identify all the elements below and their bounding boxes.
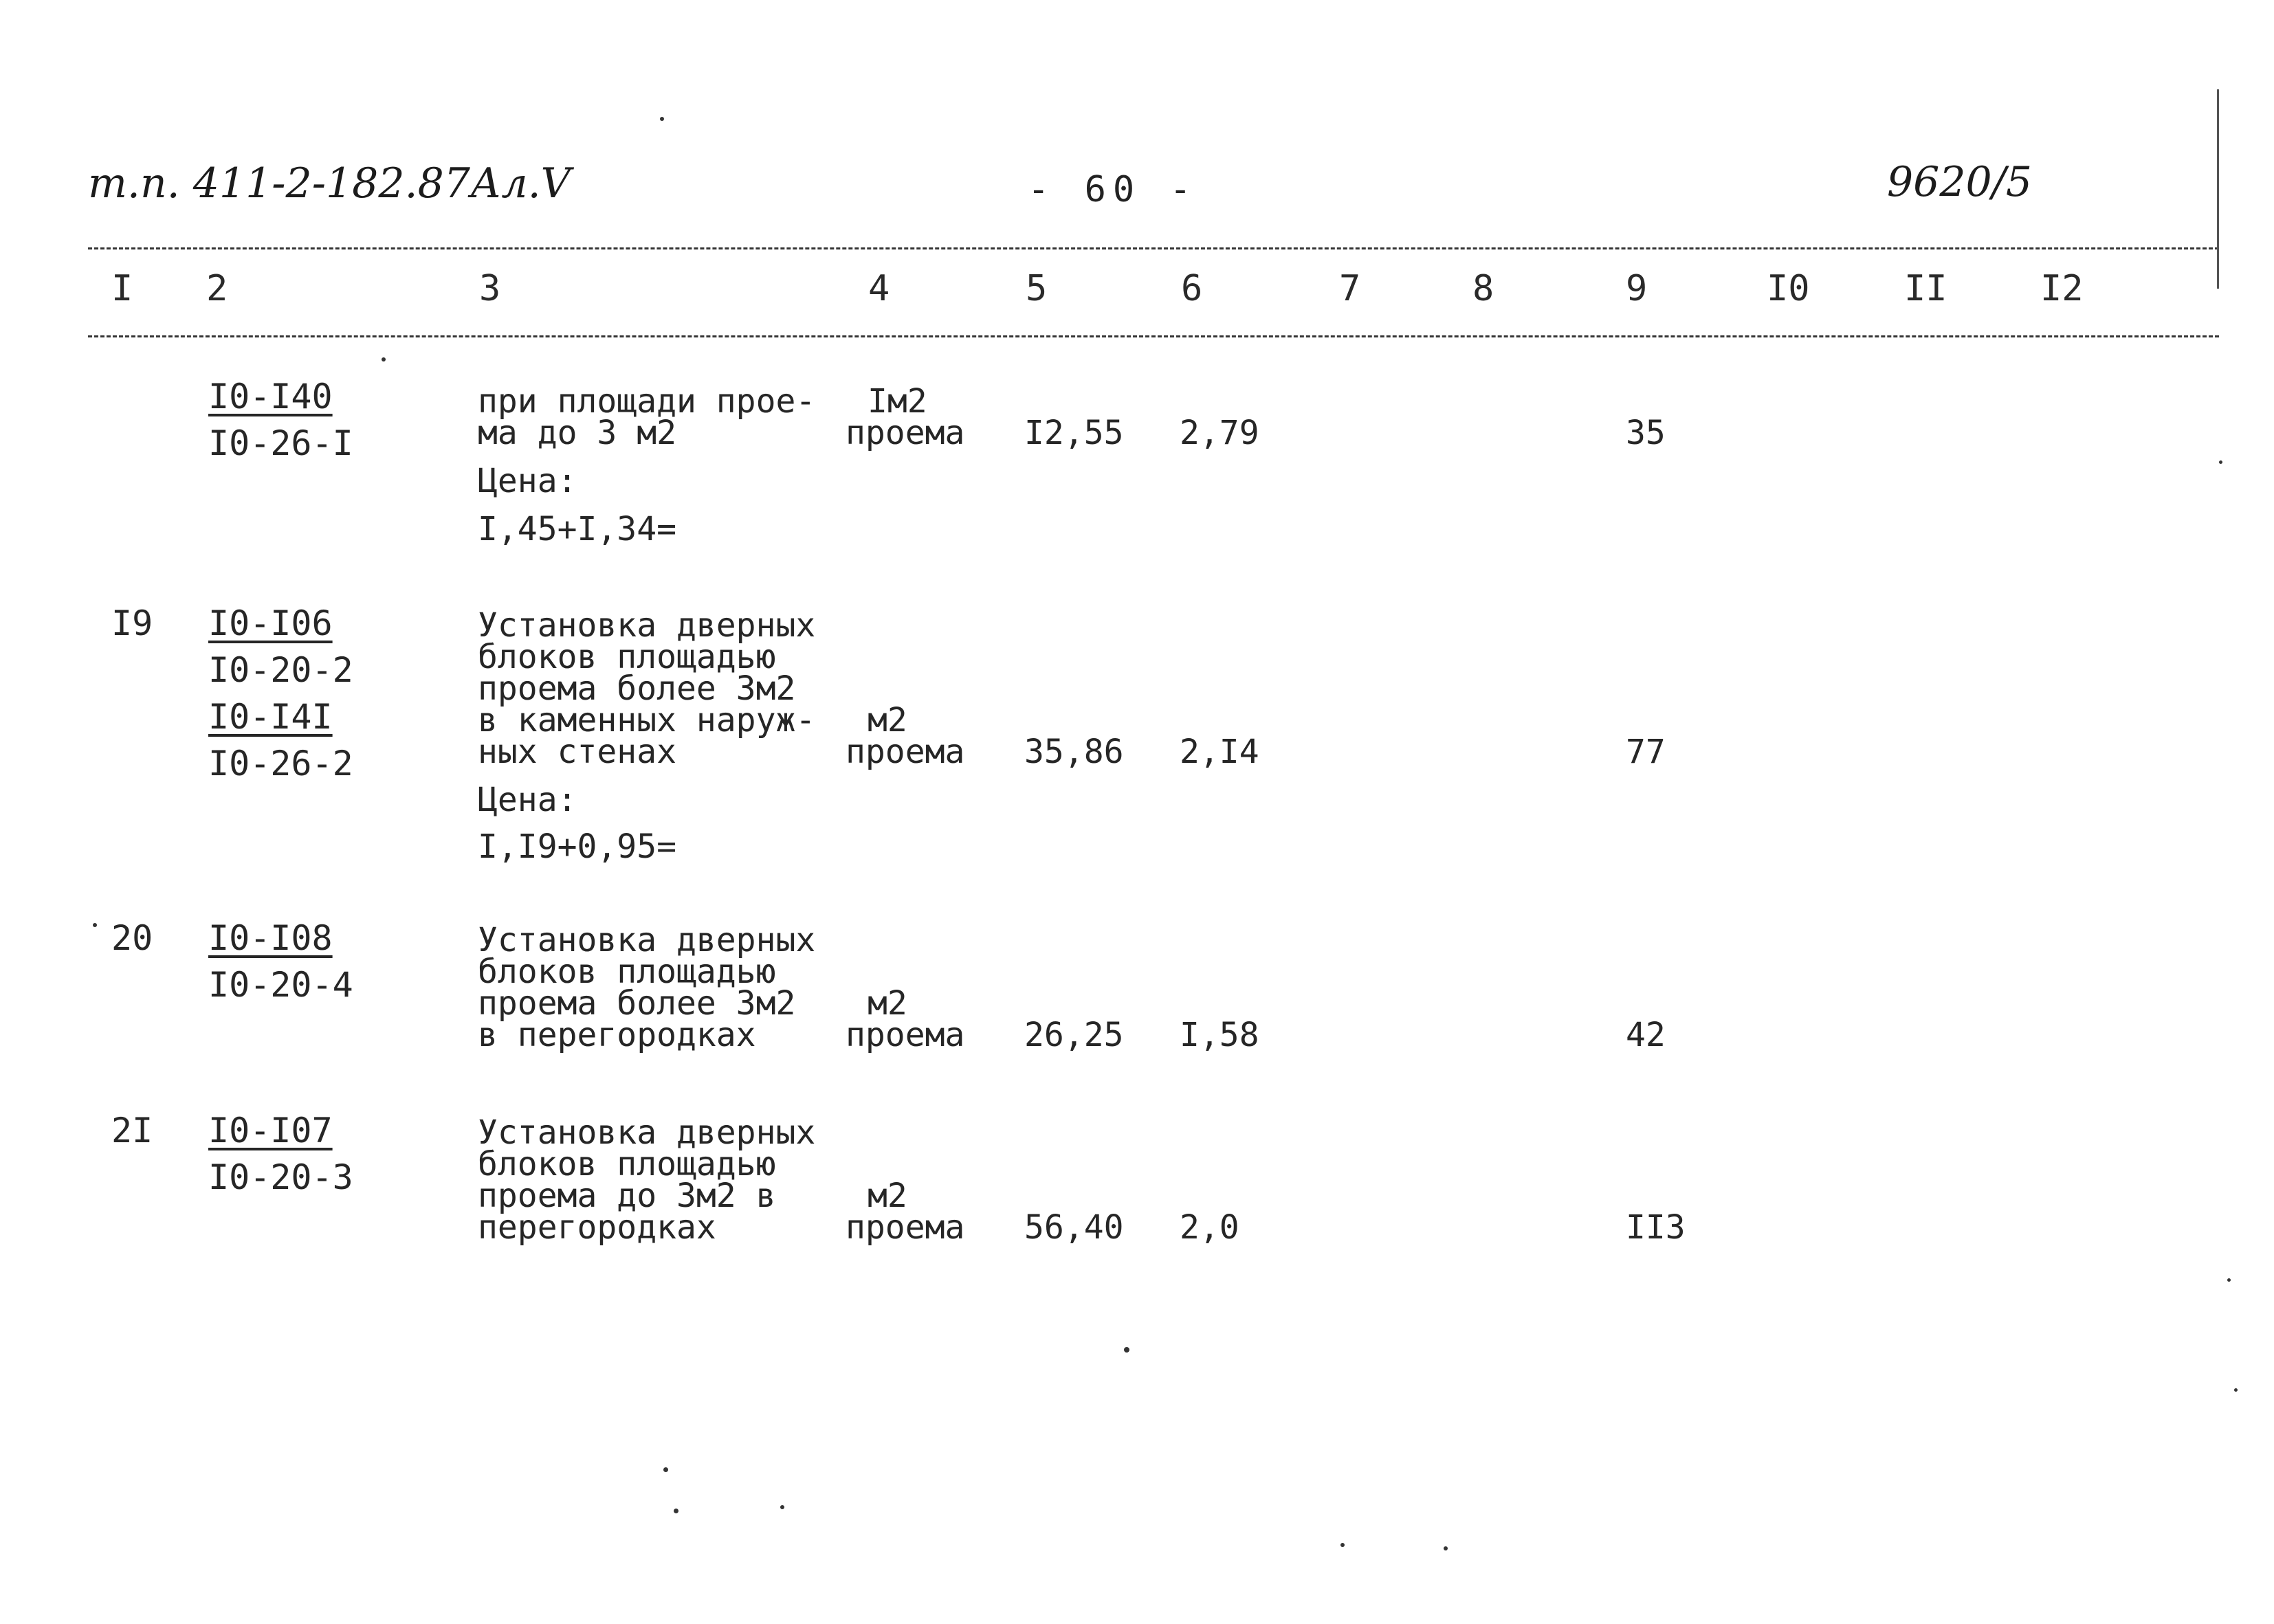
column-header: 3	[479, 268, 501, 309]
value-col9: II3	[1626, 1208, 1686, 1247]
scan-speck	[780, 1505, 784, 1509]
header-rule-top	[88, 247, 2219, 249]
column-header: 6	[1181, 268, 1203, 309]
norm-code: I0-I40	[208, 377, 333, 416]
scan-speck	[1124, 1347, 1129, 1353]
description-line: Установка дверных	[478, 1113, 816, 1152]
value-col6: I,58	[1180, 1016, 1259, 1054]
column-header: I0	[1767, 268, 1810, 309]
column-header: I2	[2040, 268, 2084, 309]
value-col6: 2,I4	[1180, 733, 1259, 771]
header-rule-bottom	[88, 335, 2219, 337]
scan-speck	[382, 357, 386, 361]
price-label: Цена:	[478, 462, 577, 500]
column-header: 7	[1339, 268, 1361, 309]
description-line: проема более 3м2	[478, 669, 796, 708]
right-margin-line	[2217, 89, 2219, 289]
sheet-code: 9620/5	[1887, 158, 2033, 206]
description-line: блоков площадью	[478, 1145, 776, 1183]
column-header: 8	[1472, 268, 1494, 309]
column-header: 4	[868, 268, 890, 309]
scan-speck	[663, 1467, 668, 1472]
scan-speck	[93, 923, 97, 927]
unit-line: м2	[868, 701, 907, 739]
norm-code: I0-I06	[208, 603, 333, 643]
value-col5: 26,25	[1024, 1016, 1124, 1054]
norm-code: I0-20-2	[208, 650, 353, 690]
document-code: т.п. 411-2-182.87Ал.V	[88, 159, 571, 208]
column-header: 2	[206, 268, 228, 309]
page-number: - 60 -	[1028, 169, 1198, 210]
description-line: перегородках	[478, 1208, 716, 1247]
scan-speck	[2219, 460, 2222, 464]
column-header: 5	[1026, 268, 1048, 309]
norm-code: I0-I4I	[208, 697, 333, 737]
description-line: в перегородках	[478, 1016, 756, 1054]
row-number: 2I	[111, 1111, 153, 1150]
unit-line: м2	[868, 1177, 907, 1215]
value-col9: 42	[1626, 1016, 1666, 1054]
value-col6: 2,0	[1180, 1208, 1239, 1247]
description-line: блоков площадью	[478, 638, 776, 676]
norm-code: I0-I08	[208, 918, 333, 958]
price-label: Цена:	[478, 781, 577, 819]
value-col5: 56,40	[1024, 1208, 1124, 1247]
value-col5: 35,86	[1024, 733, 1124, 771]
price-formula: I,I9+0,95=	[478, 827, 676, 866]
scan-speck	[1340, 1543, 1345, 1547]
description-line: ма до 3 м2	[478, 414, 676, 452]
column-header: I	[111, 268, 133, 309]
norm-code: I0-20-3	[208, 1157, 353, 1197]
value-col5: I2,55	[1024, 414, 1124, 452]
description-line: в каменных наруж-	[478, 701, 816, 739]
unit-line: проема	[846, 414, 965, 452]
price-formula: I,45+I,34=	[478, 510, 676, 548]
column-header: II	[1904, 268, 1947, 309]
value-col6: 2,79	[1180, 414, 1259, 452]
description-line: проема до 3м2 в	[478, 1177, 776, 1215]
norm-code: I0-I07	[208, 1111, 333, 1150]
norm-code: I0-26-2	[208, 744, 353, 783]
scan-speck	[660, 117, 664, 121]
description-line: ных стенах	[478, 733, 676, 771]
value-col9: 35	[1626, 414, 1666, 452]
description-line: при площади прое-	[478, 382, 816, 421]
unit-line: проема	[846, 1016, 965, 1054]
scan-speck	[2227, 1278, 2231, 1282]
scan-speck	[674, 1509, 678, 1513]
norm-code: I0-26-I	[208, 423, 353, 463]
description-line: блоков площадью	[478, 953, 776, 991]
scan-speck	[1444, 1546, 1448, 1550]
unit-line: проема	[846, 733, 965, 771]
norm-code: I0-20-4	[208, 965, 353, 1005]
description-line: проема более 3м2	[478, 984, 796, 1023]
unit-line: проема	[846, 1208, 965, 1247]
unit-line: м2	[868, 984, 907, 1023]
row-number: I9	[111, 603, 153, 643]
description-line: Установка дверных	[478, 606, 816, 645]
description-line: Установка дверных	[478, 921, 816, 959]
scan-speck	[2234, 1388, 2238, 1392]
row-number: 20	[111, 918, 153, 958]
value-col9: 77	[1626, 733, 1666, 771]
column-header: 9	[1626, 268, 1648, 309]
unit-line: Iм2	[868, 382, 927, 421]
